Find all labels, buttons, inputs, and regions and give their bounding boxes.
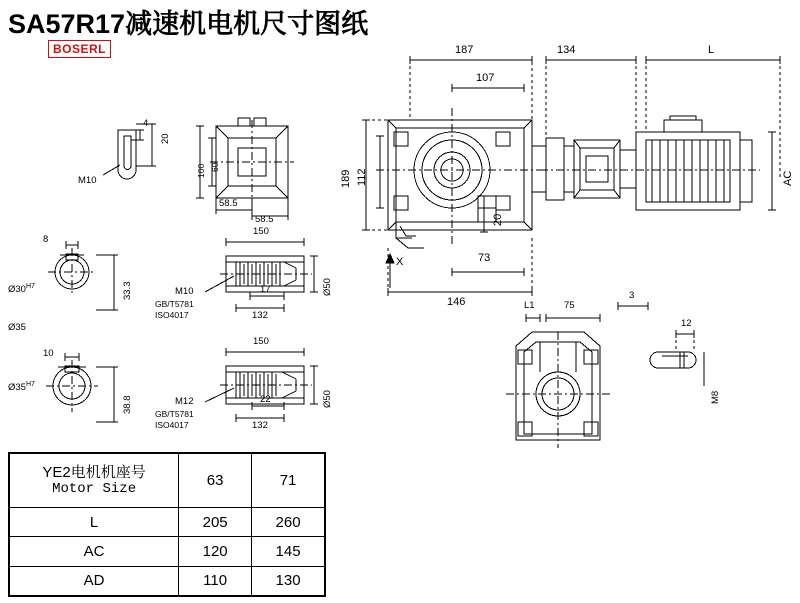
row-AC-col1: 120 [179,537,252,566]
gearbox-side-view [506,314,610,448]
dim-AC: AC [782,170,794,186]
dim-L1: L1 [524,300,535,311]
row-AD-col1: 110 [179,566,252,595]
dim-L: L [708,44,715,56]
adapter-housing [540,138,760,200]
label-gb-bot: GB/T5781 [155,409,194,419]
table-row [10,566,325,595]
dim-20-key: 20 [160,133,171,144]
row-L-col1: 205 [179,508,252,537]
row-L-col2: 260 [252,508,325,537]
dim-107: 107 [476,72,495,84]
dim-33-3: 33.3 [122,281,133,300]
table-header-label [10,454,179,508]
header-label-cn: YE2电机机座号 [42,463,146,481]
row-AC-col2: 145 [252,537,325,566]
label-m12-shaft: M12 [175,396,194,407]
label-m10-key: M10 [78,175,97,186]
dim-100: 100 [196,163,206,178]
key-detail-m8 [618,302,704,386]
gearbox-main-view [376,108,546,248]
main-dimension-lines [362,56,780,296]
dim-132-top: 132 [252,310,268,321]
hollow-shaft-assembly-m12 [205,348,318,422]
label-iso-top: ISO4017 [155,310,189,320]
dim-d30h7: $Ø30^{H7}$ [8,283,35,296]
dim-8: 8 [43,234,49,245]
label-m8: M8 [710,390,721,404]
table-header-col1: 63 [179,454,252,508]
dim-17: 17 [260,284,271,295]
dim-58-5-a: 58.5 [219,198,238,209]
label-m10-shaft: M10 [175,286,194,297]
dim-3: 3 [629,290,635,301]
table-header-col2: 71 [252,454,325,508]
dim-150-top: 150 [253,226,269,237]
dim-d35h7: $Ø35^{H7}$ [8,381,35,394]
dim-132-bot: 132 [252,420,268,431]
dim-187: 187 [455,44,474,56]
dim-12: 12 [681,318,692,329]
hollow-shaft-assembly-m10 [205,238,318,312]
page-title: SA57R17减速机电机尺寸图纸 [8,9,369,39]
label-gb-top: GB/T5781 [155,299,194,309]
shaft-section-35 [46,353,118,422]
dim-d50-top: Ø50 [322,278,333,296]
dim-146: 146 [447,296,466,308]
shaft-section-30 [48,241,118,310]
dim-20-gearbox: 20 [492,213,504,226]
table-row [10,537,325,566]
dim-150-bot: 150 [253,336,269,347]
label-X: X [396,256,404,268]
header-label-en: Motor Size [52,480,137,497]
dim-d35: Ø35 [8,322,26,333]
dim-75: 75 [564,300,575,311]
table-header-row [10,454,325,508]
motor-view [636,116,756,210]
row-name-AC: AC [10,537,179,566]
row-name-L: L [10,508,179,537]
dim-38-8: 38.8 [122,395,133,414]
dim-60: 60 [210,162,220,172]
dim-112: 112 [356,168,368,186]
dim-10: 10 [43,348,54,359]
dim-73: 73 [478,252,491,264]
motor-size-table [8,452,326,597]
dim-58-5-b: 58.5 [255,214,274,225]
dim-4: 4 [143,118,149,129]
row-name-AD: AD [10,566,179,595]
dim-d50-bot: Ø50 [322,390,333,408]
table-row [10,508,325,537]
keyway-detail-m10 [103,124,156,179]
dim-189: 189 [340,169,352,188]
label-iso-bot: ISO4017 [155,420,189,430]
dim-134: 134 [557,44,576,56]
brand-logo: BOSERL [48,40,111,58]
row-AD-col2: 130 [252,566,325,595]
dim-22: 22 [260,394,271,405]
